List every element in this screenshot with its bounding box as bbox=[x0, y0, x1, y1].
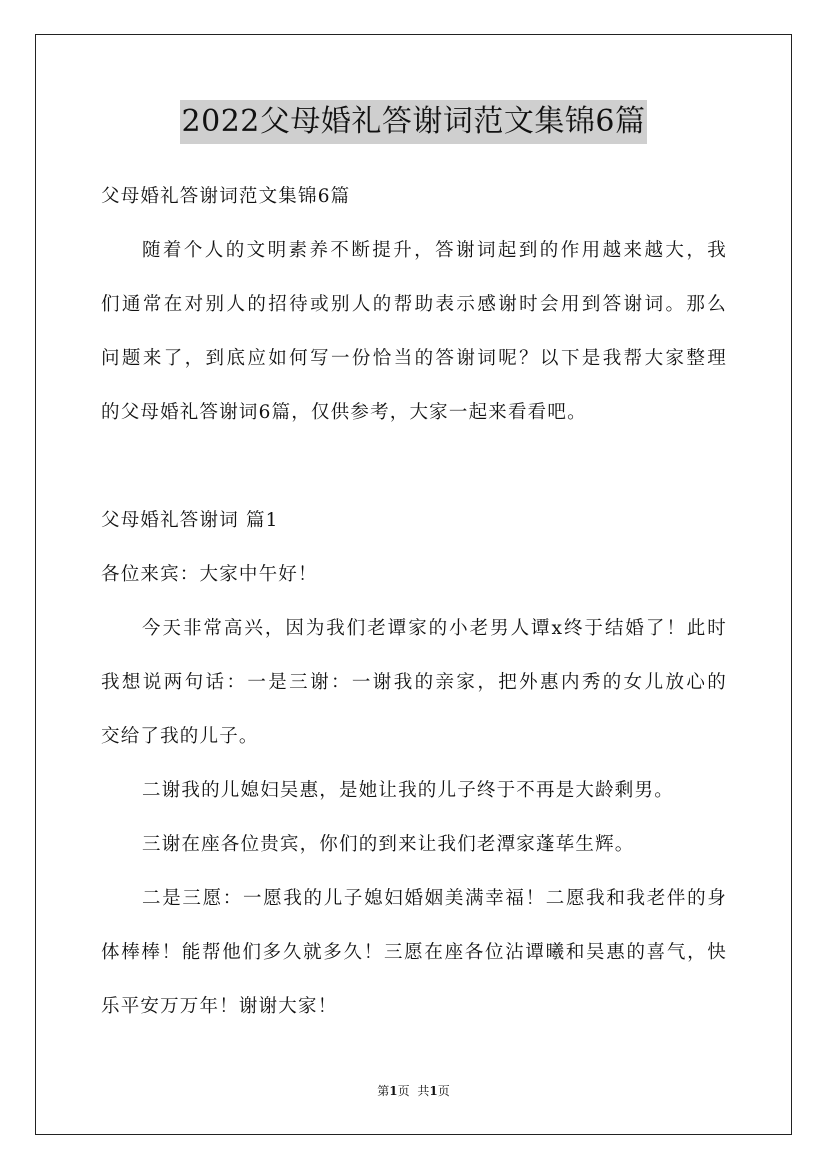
document-body bbox=[101, 170, 727, 1034]
intro-line: 们通常在对别人的招待或别人的帮助表示感谢时会用到答谢词。那么 bbox=[101, 294, 727, 315]
greeting-line: 各位来宾：大家中午好！ bbox=[101, 564, 318, 585]
paragraph-line: 二谢我的儿媳妇吴惠，是她让我的儿子终于不再是大龄剩男。 bbox=[142, 780, 674, 801]
document-subtitle: 父母婚礼答谢词范文集锦6篇 bbox=[101, 186, 351, 207]
paragraph-line: 乐平安万万年！谢谢大家！ bbox=[101, 996, 338, 1017]
section-heading: 父母婚礼答谢词 篇1 bbox=[101, 510, 279, 531]
document-title-wrapper bbox=[0, 100, 827, 144]
paragraph-line: 今天非常高兴，因为我们老谭家的小老男人谭x终于结婚了！此时 bbox=[142, 618, 727, 639]
total-pages-suffix: 页 bbox=[437, 1084, 450, 1098]
total-pages: 1 bbox=[429, 1084, 438, 1098]
paragraph-line: 体棒棒！能帮他们多久就多久！三愿在座各位沾谭曦和吴惠的喜气，快 bbox=[101, 942, 727, 963]
document-title: 2022父母婚礼答谢词范文集锦6篇 bbox=[180, 100, 648, 144]
paragraph-gap bbox=[101, 440, 727, 494]
page-number-prefix: 第 bbox=[377, 1084, 390, 1098]
intro-line: 随着个人的文明素养不断提升，答谢词起到的作用越来越大，我 bbox=[142, 240, 727, 261]
intro-line: 问题来了，到底应如何写一份恰当的答谢词呢？以下是我帮大家整理 bbox=[101, 348, 727, 369]
paragraph-line: 我想说两句话：一是三谢：一谢我的亲家，把外惠内秀的女儿放心的 bbox=[101, 672, 727, 693]
paragraph-line: 三谢在座各位贵宾，你们的到来让我们老潭家蓬荜生辉。 bbox=[142, 834, 635, 855]
total-pages-prefix: 共 bbox=[417, 1084, 430, 1098]
page-number: 1 bbox=[389, 1084, 398, 1098]
page-number-suffix: 页 bbox=[397, 1084, 410, 1098]
page-footer bbox=[0, 1082, 827, 1099]
paragraph-line: 二是三愿：一愿我的儿子媳妇婚姻美满幸福！二愿我和我老伴的身 bbox=[142, 888, 727, 909]
intro-line: 的父母婚礼答谢词6篇，仅供参考，大家一起来看看吧。 bbox=[101, 402, 587, 423]
paragraph-line: 交给了我的儿子。 bbox=[101, 726, 259, 747]
